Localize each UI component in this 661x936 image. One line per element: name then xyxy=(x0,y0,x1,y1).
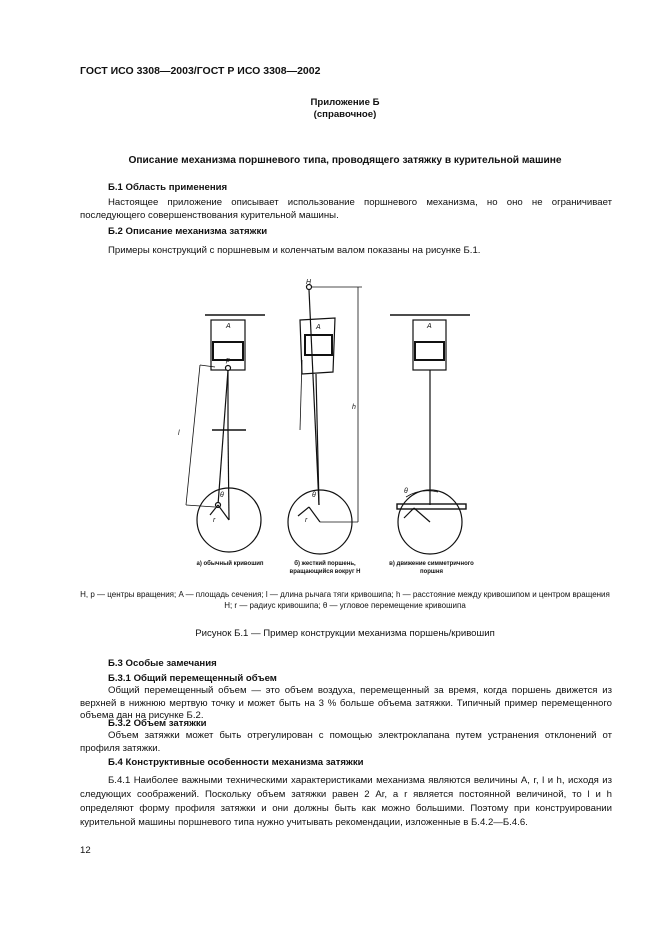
section-heading: Б.1 Область применения xyxy=(108,182,228,193)
annex-note: (справочное) xyxy=(313,109,377,120)
subsection-heading: Б.3.2 Объем затяжки xyxy=(108,718,207,729)
label-r: r xyxy=(305,517,308,524)
paragraph: Настоящее приложение описывает использование поршневого механизма, но оно не ограничивает последующего совершенствования курительной машины. xyxy=(80,197,612,221)
paragraph: Общий перемещенный объем — это объем воздуха, перемещенный за время, когда поршень движется из верхней в нижнюю мертвую точку и может быть на 3 % больше объема затяжки. Типичный пример перемещенного объема дан на рисунке Б.2. xyxy=(80,685,612,722)
label-theta: θ xyxy=(404,488,408,495)
label-A: A xyxy=(316,324,321,331)
page-number: 12 xyxy=(80,845,91,856)
figure-title: Рисунок Б.1 — Пример конструкции механизма поршень/кривошип xyxy=(195,628,495,639)
caption-a: а) обычный кривошип xyxy=(196,561,264,567)
figure-legend: H, p — центры вращения; A — площадь сечения; l — длина рычага тяги кривошипа; h — расстояние между кривошипом и центром вращения H; r — радиус кривошипа; θ — угловое перемещение кривошипа xyxy=(80,590,610,610)
section-heading: Б.3 Особые замечания xyxy=(108,658,217,669)
section-heading: Б.2 Описание механизма затяжки xyxy=(108,226,268,237)
caption-c: в) движение симметричного поршня xyxy=(389,561,474,575)
subsection-heading: Б.3.1 Общий перемещенный объем xyxy=(108,673,277,684)
document-header: ГОСТ ИСО 3308—2003/ГОСТ Р ИСО 3308—2002 xyxy=(80,65,321,77)
paragraph: Б.4.1 Наиболее важными техническими характеристиками механизма являются величины A, r, l и h, исходя из следующих соображений. Поскольку объем затяжки равен 2 Ar, а r является постоянной величиной, то l и h определяют форму профиля затяжки и они должны быть как можно большими. Поэтому при конструировании курительной машины поршневого типа нужно учитывать рекомендации, изложенные в Б.4.2—Б.4.6. xyxy=(80,775,612,828)
mechanism-a xyxy=(186,315,265,552)
label-H: H xyxy=(306,279,312,286)
main-title: Описание механизма поршневого типа, проводящего затяжку в курительной машине xyxy=(128,155,562,166)
label-A: A xyxy=(226,323,231,330)
paragraph: Примеры конструкций с поршневым и коленчатым валом показаны на рисунке Б.1. xyxy=(108,245,481,256)
label-r: r xyxy=(213,517,216,524)
label-h: h xyxy=(352,404,356,411)
mechanism-c xyxy=(390,315,470,554)
label-l: l xyxy=(178,430,180,437)
annex-title: Приложение Б xyxy=(310,97,380,108)
label-theta: θ xyxy=(220,492,224,499)
label-A: A xyxy=(427,323,432,330)
paragraph: Объем затяжки может быть отрегулирован с помощью электроклапана путем устранения отклонений от профиля затяжки. xyxy=(80,730,612,754)
label-p: p xyxy=(226,357,230,364)
caption-b: б) жесткий поршень, вращающийся вокруг H xyxy=(289,561,361,575)
mechanism-b xyxy=(288,285,362,555)
section-heading: Б.4 Конструктивные особенности механизма затяжки xyxy=(108,757,364,768)
label-theta: θ xyxy=(312,492,316,499)
